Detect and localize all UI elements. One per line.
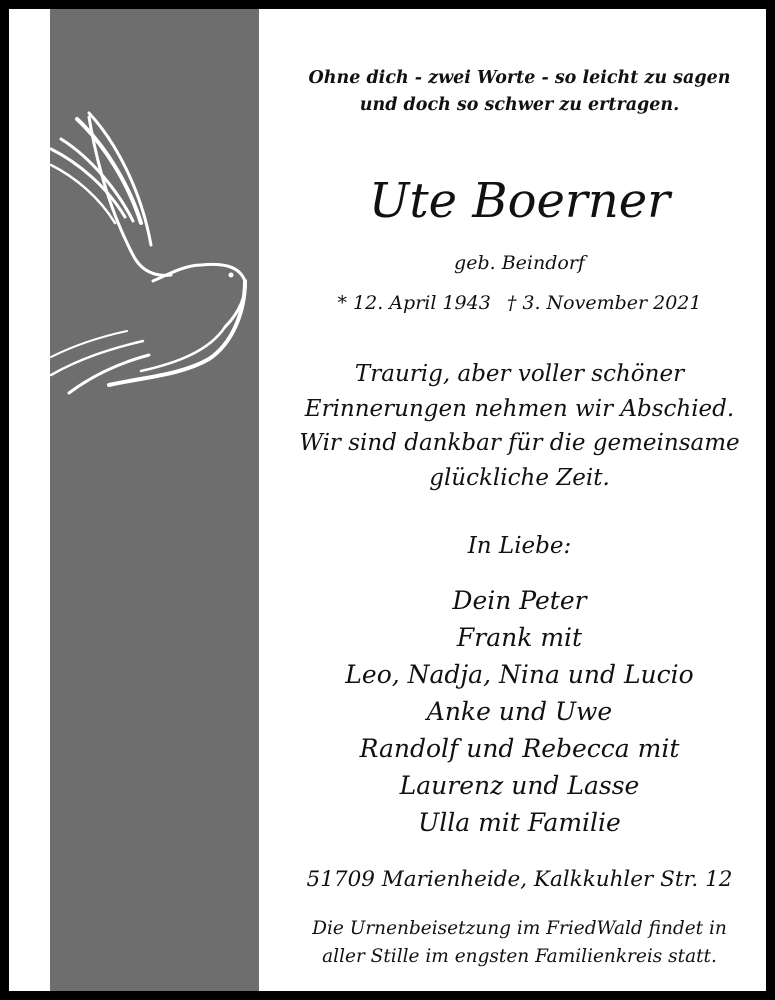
notice-line: aller Stille im engsten Familienkreis statt.: [322, 946, 717, 967]
message-line: glückliche Zeit.: [429, 464, 610, 491]
motto: [267, 65, 772, 119]
mourner-line: Ulla mit Familie: [418, 808, 621, 837]
motto-line: Ohne dich - zwei Worte - so leicht zu sagen: [308, 68, 731, 88]
dove-icon: [49, 105, 254, 405]
death-date: † 3. November 2021: [506, 292, 702, 314]
message-line: Wir sind dankbar für die gemeinsame: [299, 430, 740, 456]
mourner-line: Dein Peter: [452, 586, 587, 615]
in-love-heading: In Liebe:: [467, 533, 572, 559]
life-dates: [267, 289, 772, 317]
birth-date: * 12. April 1943: [337, 292, 491, 314]
message-line: Erinnerungen nehmen wir Abschied.: [304, 395, 735, 422]
mourner-line: Frank mit: [456, 623, 583, 652]
burial-notice: [267, 915, 772, 971]
birth-name: geb. Beindorf: [454, 252, 585, 274]
motto-line: und doch so schwer zu ertragen.: [359, 95, 680, 115]
notice-line: Die Urnenbeisetzung im FriedWald findet in: [312, 918, 727, 939]
address: 51709 Marienheide, Kalkkuhler Str. 12: [306, 867, 733, 892]
deceased-name: Ute Boerner: [368, 173, 671, 229]
mourner-line: Randolf und Rebecca mit: [359, 734, 680, 763]
mourner-line: Anke und Uwe: [426, 697, 613, 726]
farewell-message: [267, 357, 772, 495]
message-line: Traurig, aber voller schöner: [354, 361, 685, 387]
mourner-line: Laurenz und Lasse: [399, 771, 640, 800]
mourners-list: [267, 582, 772, 841]
mourner-line: Leo, Nadja, Nina und Lucio: [345, 660, 694, 689]
